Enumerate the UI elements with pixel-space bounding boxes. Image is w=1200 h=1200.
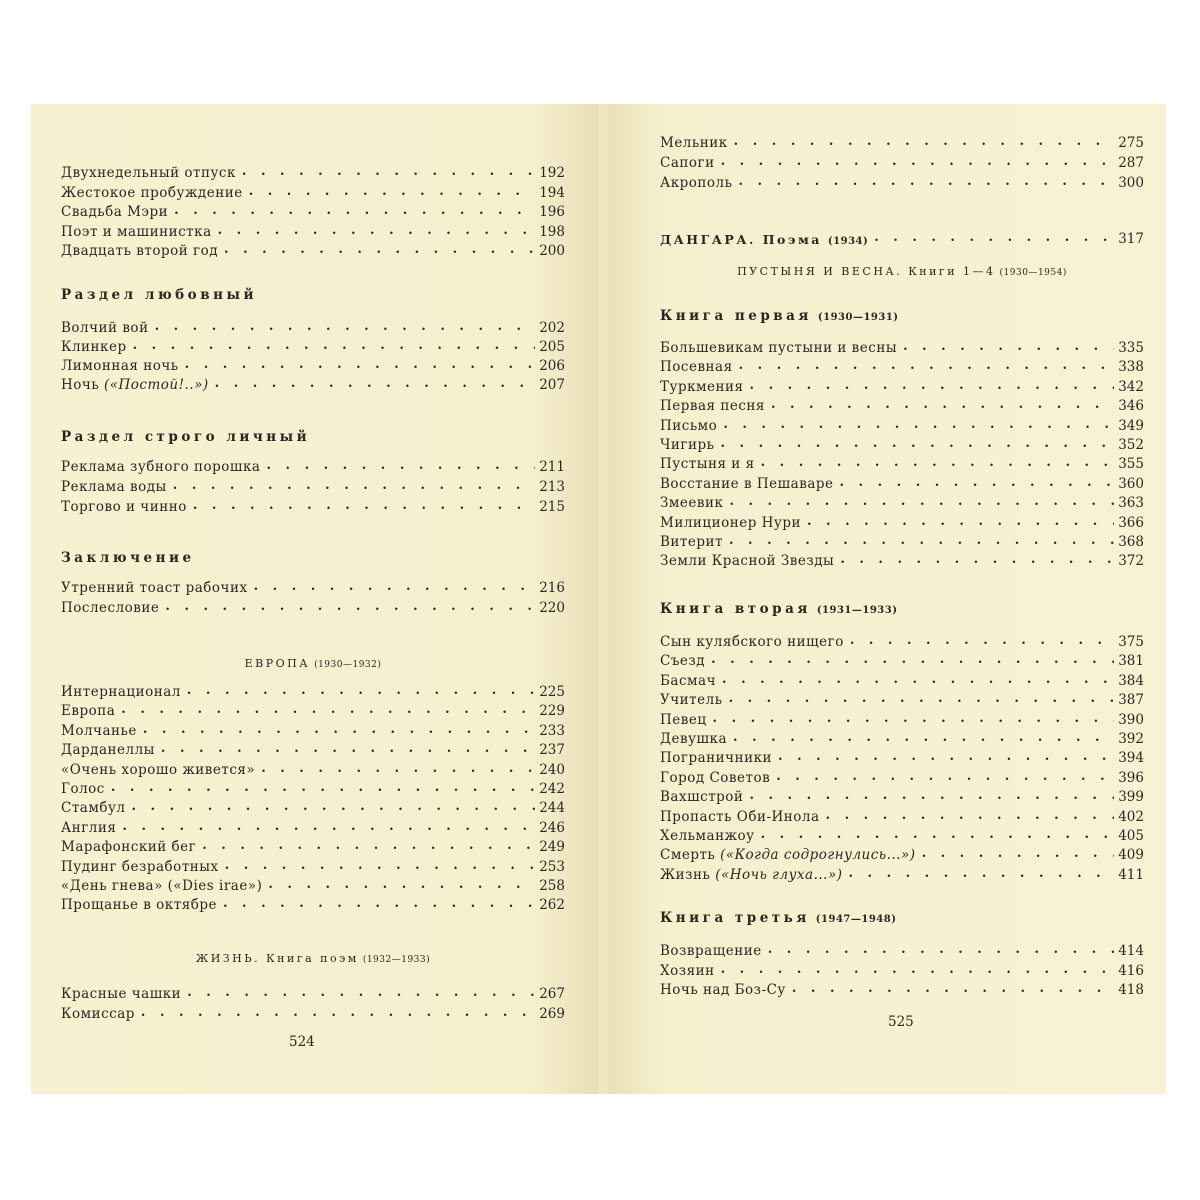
entry-title: Реклама зубного порошка xyxy=(61,459,261,475)
page-ref: 387 xyxy=(1118,692,1144,709)
page-ref: 399 xyxy=(1118,789,1144,806)
page-ref: 220 xyxy=(539,600,565,616)
entry-title: Ночь над Боз-Су xyxy=(660,982,786,998)
toc-entry xyxy=(660,512,1144,531)
entry-title: Съезд xyxy=(660,653,706,670)
page-ref: 392 xyxy=(1118,731,1144,747)
page-ref: 342 xyxy=(1118,378,1144,395)
page-ref: 300 xyxy=(1118,175,1144,191)
entry-title: Милиционер Нури xyxy=(660,514,801,531)
entry-title: Двадцать второй год xyxy=(61,243,219,259)
entry-title: Певец xyxy=(660,711,707,728)
page-ref: 192 xyxy=(539,165,565,181)
page-ref: 206 xyxy=(539,358,565,374)
toc-entry xyxy=(660,395,1144,414)
entry-title: Поэт и машинистка xyxy=(61,223,212,240)
section-heading-love: Раздел любовный xyxy=(61,287,257,303)
entry-title: Чигирь xyxy=(660,437,715,453)
page-ref: 269 xyxy=(539,1006,565,1022)
dot-leader xyxy=(159,741,535,758)
toc-entry xyxy=(61,856,565,875)
toc-entry xyxy=(660,376,1144,395)
toc-entry xyxy=(61,336,565,355)
dot-leader xyxy=(748,378,1115,395)
toc-entry xyxy=(660,337,1144,356)
page-ref: 196 xyxy=(539,204,565,220)
dot-leader xyxy=(213,376,536,393)
toc-entry xyxy=(61,778,565,797)
page-ref: 409 xyxy=(1118,847,1144,864)
toc-entry xyxy=(660,631,1144,650)
toc-entry xyxy=(660,728,1144,747)
toc-entry xyxy=(61,836,565,855)
page-ref: 414 xyxy=(1118,943,1144,959)
dot-leader xyxy=(727,533,1114,550)
page-ref: 229 xyxy=(539,703,565,720)
dot-leader xyxy=(264,458,535,475)
toc-entry xyxy=(61,817,565,836)
toc-entry xyxy=(61,739,565,758)
dot-leader xyxy=(191,498,535,515)
page-ref: 411 xyxy=(1118,866,1144,883)
entry-title: Восстание в Пешаваре xyxy=(660,475,834,492)
dot-leader xyxy=(776,749,1114,766)
dot-leader xyxy=(920,846,1115,863)
entry-title: Пропасть Оби-Инола xyxy=(660,808,820,825)
toc-entry xyxy=(61,317,565,336)
page-ref: 287 xyxy=(1118,155,1144,171)
toc-entry xyxy=(61,182,565,201)
toc-entry xyxy=(660,356,1144,375)
page-ref: 244 xyxy=(539,800,565,817)
dot-leader xyxy=(872,230,1114,247)
book3-heading: Книга третья (1947—1948) xyxy=(660,910,897,926)
dot-leader xyxy=(131,338,536,355)
page-ref: 246 xyxy=(539,819,565,836)
dot-leader xyxy=(719,436,1115,453)
page-ref: 394 xyxy=(1118,750,1144,767)
dot-leader xyxy=(139,1005,535,1022)
entry-title: Прощанье в октябре xyxy=(61,897,217,914)
section-heading-conclusion: Заключение xyxy=(61,550,195,566)
desert-heading xyxy=(660,265,1144,278)
entry-title: Первая песня xyxy=(660,398,765,415)
page-ref: 363 xyxy=(1118,495,1144,512)
page-ref: 360 xyxy=(1118,475,1144,492)
page-ref: 194 xyxy=(539,184,565,201)
dot-leader xyxy=(221,896,535,913)
right-page xyxy=(608,104,1166,1094)
entry-title: Смерть («Когда содрогнулись...») xyxy=(660,847,916,864)
entry-title: Посевная xyxy=(660,359,733,376)
dot-leader xyxy=(185,985,535,1002)
desert-title: ПУСТЫНЯ И ВЕСНА. Книги 1—4 xyxy=(737,265,996,278)
page-ref: 249 xyxy=(539,839,565,856)
dot-leader xyxy=(824,808,1115,825)
dot-leader xyxy=(141,722,535,739)
toc-entry xyxy=(61,577,565,596)
dot-leader xyxy=(721,417,1114,434)
dot-leader xyxy=(759,827,1115,844)
entry-title: Туркмения xyxy=(660,378,744,395)
entry-title: Ночь («Постой!..») xyxy=(61,377,209,393)
book1-heading: Книга первая (1930—1931) xyxy=(660,308,899,324)
dot-leader xyxy=(719,154,1115,171)
entry-title: Волчий вой xyxy=(61,320,149,336)
page-ref: 216 xyxy=(539,580,565,596)
entry-title: Клинкер xyxy=(61,339,127,355)
page-ref: 262 xyxy=(539,897,565,914)
entry-title: Учитель xyxy=(660,692,723,709)
dot-leader xyxy=(732,134,1115,151)
entry-title: Басмач xyxy=(660,672,717,689)
book-gutter xyxy=(598,104,608,1094)
toc-entry xyxy=(660,152,1144,171)
entry-title: Стамбул xyxy=(61,800,126,817)
entry-title: Девушка xyxy=(660,731,728,747)
toc-entry xyxy=(660,844,1144,863)
dot-leader xyxy=(120,819,535,836)
toc-entry xyxy=(660,979,1144,998)
desert-years: (1930—1954) xyxy=(999,268,1067,278)
toc-entry xyxy=(660,864,1144,883)
toc-entry xyxy=(660,473,1144,492)
entry-title: Большевикам пустыни и весны xyxy=(660,340,898,356)
dot-leader xyxy=(759,455,1115,472)
page-ref: 275 xyxy=(1118,135,1144,151)
dot-leader xyxy=(731,730,1114,747)
entry-title: Сын кулябского нищего xyxy=(660,634,844,650)
toc-entry xyxy=(61,720,565,739)
toc-entry xyxy=(61,496,565,515)
page-ref: 338 xyxy=(1118,359,1144,376)
page-ref: 346 xyxy=(1118,398,1144,415)
book2-heading: Книга вторая (1931—1933) xyxy=(660,601,898,617)
page-ref: 207 xyxy=(539,377,565,393)
dot-leader xyxy=(737,358,1115,375)
toc-entry xyxy=(61,797,565,816)
dot-leader xyxy=(766,942,1114,959)
entry-title: Утренний тоаст рабочих xyxy=(61,580,248,596)
page-ref: 416 xyxy=(1118,962,1144,979)
dot-leader xyxy=(838,552,1114,569)
dot-leader xyxy=(130,799,536,816)
toc-entry xyxy=(660,415,1144,434)
dot-leader xyxy=(727,691,1115,708)
page-ref: 355 xyxy=(1118,456,1144,473)
toc-entry xyxy=(660,434,1144,453)
toc-entry xyxy=(660,709,1144,728)
page-ref: 211 xyxy=(539,459,565,475)
dot-leader xyxy=(171,478,535,495)
page-ref: 368 xyxy=(1118,534,1144,550)
dot-leader xyxy=(259,761,535,778)
page-ref: 240 xyxy=(539,761,565,778)
dot-leader xyxy=(109,780,535,797)
toc-entry xyxy=(660,132,1144,151)
dot-leader xyxy=(266,877,535,894)
life-years: (1932—1933) xyxy=(362,955,431,965)
dot-leader xyxy=(709,652,1114,669)
page-ref: 213 xyxy=(539,479,565,495)
page-ref: 396 xyxy=(1118,769,1144,786)
page-ref: 225 xyxy=(539,684,565,700)
toc-entry xyxy=(660,747,1144,766)
page-ref: 200 xyxy=(539,243,565,259)
page-ref: 205 xyxy=(539,339,565,355)
page-ref: 349 xyxy=(1118,417,1144,434)
entry-title: Комиссар xyxy=(61,1006,135,1022)
dot-leader xyxy=(901,339,1114,356)
toc-entry xyxy=(660,689,1144,708)
toc-entry xyxy=(61,700,565,719)
entry-title: Марафонский бег xyxy=(61,839,197,856)
dot-leader xyxy=(848,633,1114,650)
dot-leader xyxy=(711,711,1115,728)
toc-entry xyxy=(61,597,565,616)
entry-title: Сапоги xyxy=(660,155,715,171)
dot-leader xyxy=(252,579,536,596)
page-ref: 335 xyxy=(1118,340,1144,356)
dot-leader xyxy=(736,174,1114,191)
europe-heading xyxy=(61,657,565,670)
europe-title: ЕВРОПА xyxy=(244,657,311,670)
europe-years: (1930—1932) xyxy=(314,660,382,670)
page-ref: 202 xyxy=(539,320,565,336)
toc-entry xyxy=(660,650,1144,669)
toc-entry xyxy=(660,825,1144,844)
entry-title: Хозяин xyxy=(660,962,715,979)
entry-title: Мельник xyxy=(660,135,728,151)
entry-title: Голос xyxy=(61,781,105,797)
page-ref: 390 xyxy=(1118,711,1144,728)
page-ref: 253 xyxy=(539,858,565,875)
dot-leader xyxy=(838,475,1115,492)
life-heading xyxy=(61,952,565,965)
toc-entry xyxy=(61,894,565,913)
dot-leader xyxy=(216,223,536,240)
toc-entry-dangara xyxy=(660,228,1144,247)
toc-entry xyxy=(660,670,1144,689)
entry-title: Послесловие xyxy=(61,600,160,616)
dot-leader xyxy=(805,514,1114,531)
page-ref: 372 xyxy=(1118,553,1144,570)
dot-leader xyxy=(846,866,1114,883)
page-ref: 233 xyxy=(539,722,565,739)
page-ref: 402 xyxy=(1118,808,1144,825)
dot-leader xyxy=(720,672,1114,689)
entry-title: Лимонная ночь xyxy=(61,358,179,374)
dot-leader xyxy=(719,962,1115,979)
page-ref: 215 xyxy=(539,499,565,515)
entry-title: Дарданеллы xyxy=(61,742,155,759)
toc-entry xyxy=(660,786,1144,805)
entry-title: «День гнева» («Dies irae») xyxy=(61,878,263,894)
toc-entry xyxy=(61,759,565,778)
toc-entry xyxy=(660,806,1144,825)
toc-entry xyxy=(660,453,1144,472)
entry-title: Торгово и чинно xyxy=(61,499,187,515)
toc-entry xyxy=(660,960,1144,979)
toc-entry xyxy=(61,355,565,374)
entry-title: «Очень хорошо живется» xyxy=(61,761,256,778)
entry-title: Земли Красной Звезды xyxy=(660,553,835,570)
dot-leader xyxy=(200,838,535,855)
entry-title: Письмо xyxy=(660,417,718,434)
dot-leader xyxy=(172,203,535,220)
dot-leader xyxy=(790,981,1114,998)
page-ref: 384 xyxy=(1118,672,1144,689)
page-ref: 366 xyxy=(1118,514,1144,531)
toc-entry xyxy=(61,681,565,700)
entry-title: Молчанье xyxy=(61,722,137,739)
dot-leader xyxy=(769,397,1114,414)
page-ref: 405 xyxy=(1118,828,1144,844)
entry-title: Жизнь («Ночь глуха...») xyxy=(660,866,843,883)
dot-leader xyxy=(774,769,1114,786)
toc-entry xyxy=(660,531,1144,550)
page-number-left: 524 xyxy=(289,1034,315,1050)
entry-title: Витерит xyxy=(660,534,723,550)
dot-leader xyxy=(727,494,1114,511)
entry-title: Европа xyxy=(61,703,116,720)
section-heading-personal: Раздел строго личный xyxy=(61,429,311,445)
dot-leader xyxy=(240,164,535,181)
dot-leader xyxy=(119,702,535,719)
entry-title: Двухнедельный отпуск xyxy=(61,165,236,181)
entry-title: Интернационал xyxy=(61,684,181,700)
toc-entry xyxy=(61,221,565,240)
page-ref: 418 xyxy=(1118,982,1144,998)
entry-title: Пустыня и я xyxy=(660,456,755,473)
dot-leader xyxy=(185,683,535,700)
entry-title: Змеевик xyxy=(660,495,724,512)
page-ref: 237 xyxy=(539,742,565,759)
toc-entry xyxy=(660,550,1144,569)
entry-title: Свадьба Мэри xyxy=(61,204,169,220)
dot-leader xyxy=(163,599,535,616)
entry-title: Город Советов xyxy=(660,769,771,786)
page-ref: 381 xyxy=(1118,653,1144,670)
toc-entry xyxy=(61,983,565,1002)
entry-title: Пудинг безработных xyxy=(61,858,219,875)
toc-entry xyxy=(660,492,1144,511)
life-title: ЖИЗНЬ. Книга поэм xyxy=(195,952,359,965)
entry-title: Возвращение xyxy=(660,943,762,959)
entry-title: Англия xyxy=(61,819,117,836)
entry-title: Хельманжоу xyxy=(660,828,755,844)
entry-title: Пограничники xyxy=(660,750,773,767)
page-ref: 198 xyxy=(539,223,565,240)
dot-leader xyxy=(223,858,536,875)
toc-entry xyxy=(61,456,565,475)
page-ref: 258 xyxy=(539,878,565,894)
dot-leader xyxy=(153,319,536,336)
dot-leader xyxy=(183,357,536,374)
toc-entry xyxy=(61,201,565,220)
entry-title: Красные чашки xyxy=(61,986,182,1002)
toc-entry xyxy=(660,172,1144,191)
page-number-right: 525 xyxy=(888,1014,914,1030)
dot-leader xyxy=(747,788,1114,805)
toc-entry xyxy=(660,940,1144,959)
page-ref: 267 xyxy=(539,986,565,1002)
toc-entry xyxy=(61,476,565,495)
toc-entry xyxy=(61,240,565,259)
toc-entry xyxy=(61,875,565,894)
page-ref: 317 xyxy=(1118,231,1144,247)
entry-title: Вахшстрой xyxy=(660,789,744,806)
dot-leader xyxy=(247,184,536,201)
toc-entry xyxy=(61,374,565,393)
entry-title: Реклама воды xyxy=(61,479,167,495)
toc-entry xyxy=(660,767,1144,786)
entry-title: Акрополь xyxy=(660,175,733,191)
entry-title: Жестокое пробуждение xyxy=(61,184,243,201)
page-ref: 242 xyxy=(539,781,565,797)
dot-leader xyxy=(222,242,535,259)
page-ref: 375 xyxy=(1118,634,1144,650)
left-page xyxy=(31,104,598,1094)
page-ref: 352 xyxy=(1118,437,1144,453)
dangara-title: ДАНГАРА. Поэма (1934) xyxy=(660,232,869,247)
toc-entry xyxy=(61,162,565,181)
toc-entry xyxy=(61,1003,565,1022)
